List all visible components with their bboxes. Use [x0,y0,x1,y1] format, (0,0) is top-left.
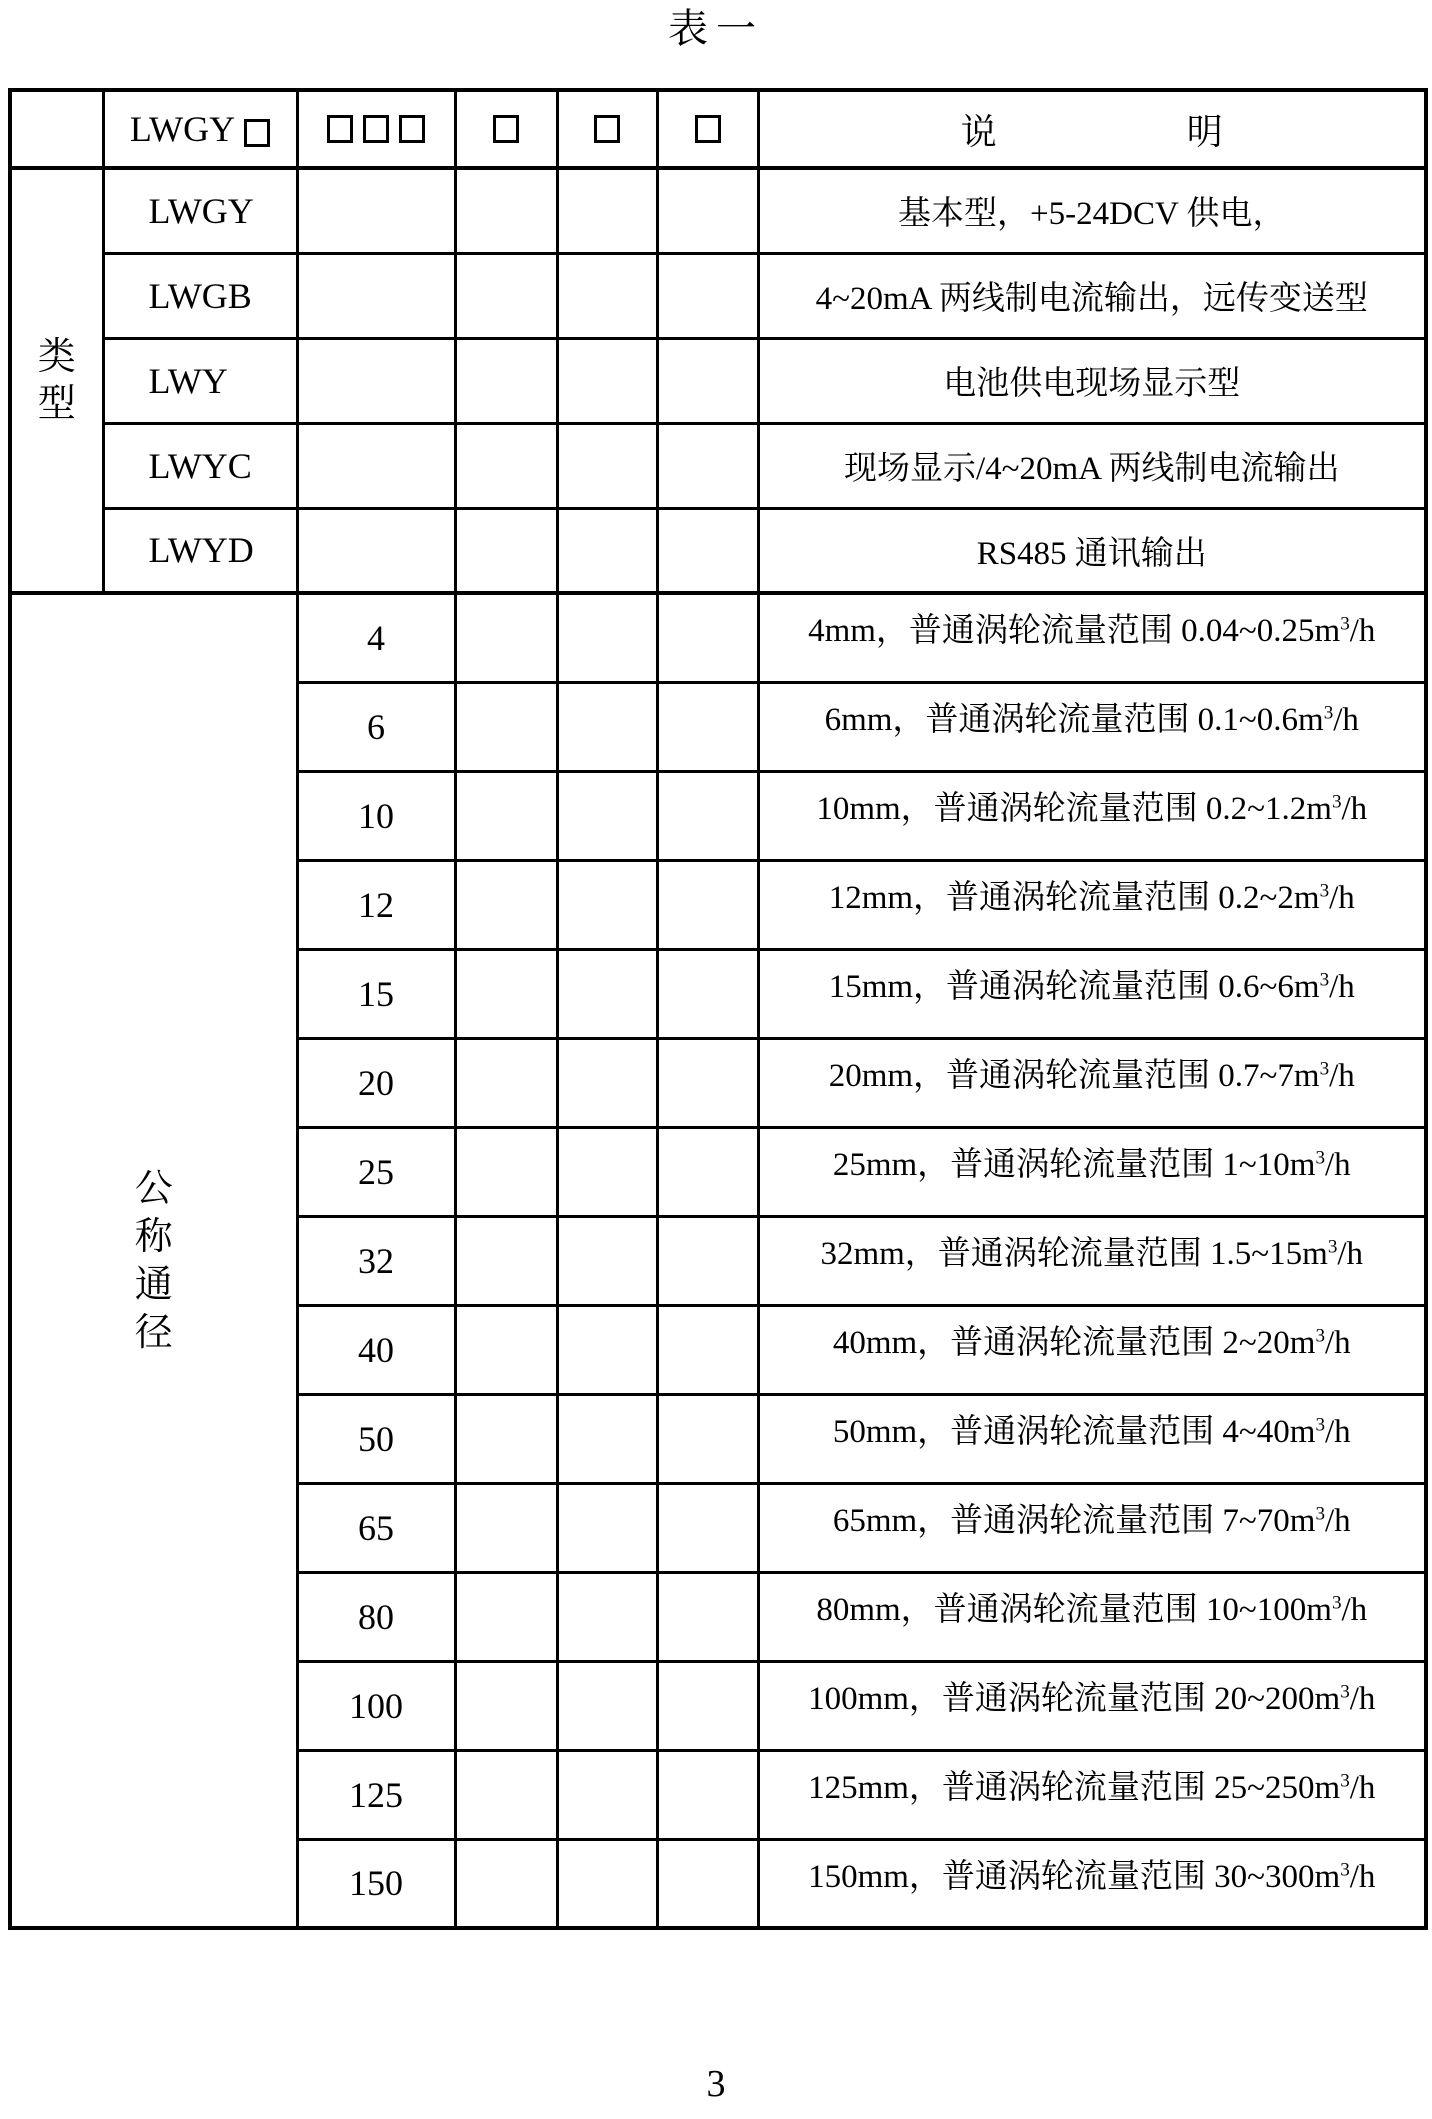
blank-cell [557,1305,657,1394]
model-cell-lwyc: LWYC [103,423,297,508]
type-row-lwy [10,338,1426,423]
blank-cell [557,338,657,423]
nominal-diameter-label: 公称通径 [134,1167,173,1354]
desc-cell-lwgb: 4~20mA 两线制电流输出，远传变送型 [758,253,1426,338]
desc-cell-125: 125mm，普通涡轮流量范围 $25\sim 250m^3/h$ [758,1750,1426,1839]
size-cell-15: 15 [297,949,455,1038]
blank-cell [455,1216,557,1305]
desc-cell-25: 25mm，普通涡轮流量范围 $1\sim 10m^3/h$ [758,1127,1426,1216]
table-header-row [10,90,1426,168]
desc-cell-40: 40mm，普通涡轮流量范围 $2\sim 20m^3/h$ [758,1305,1426,1394]
size-cell-40: 40 [297,1305,455,1394]
blank-cell [657,771,758,860]
blank-cell [557,860,657,949]
size-cell-65: 65 [297,1483,455,1572]
blank-code-box-icon [493,115,519,143]
blank-cell [455,1127,557,1216]
blank-cell [455,508,557,593]
corner-empty-cell [10,90,103,168]
description-header-cell [758,90,1426,168]
size-cell-125: 125 [297,1750,455,1839]
blank-code-box-icon [695,115,721,143]
blank-cell [455,1394,557,1483]
blank-cell [657,1483,758,1572]
blank-cell [657,1750,758,1839]
page-number: 3 [706,2063,726,2105]
blank-cell [657,682,758,771]
blank-cell [657,253,758,338]
option-code-box-cell-1 [455,90,557,168]
desc-cell-150: 150mm，普通涡轮流量范围 $30\sim 300m^3/h$ [758,1839,1426,1928]
description-header-label [760,104,1425,155]
blank-cell [557,1038,657,1127]
size-cell-32: 32 [297,1216,455,1305]
desc-cell-10: 10mm，普通涡轮流量范围 $0.2\sim 1.2m^3/h$ [758,771,1426,860]
blank-cell [455,1305,557,1394]
blank-cell [297,423,455,508]
blank-cell [557,1127,657,1216]
blank-cell [657,1216,758,1305]
blank-cell [455,423,557,508]
desc-cell-65: 65mm，普通涡轮流量范围 $7\sim 70m^3/h$ [758,1483,1426,1572]
blank-cell [297,338,455,423]
blank-cell [557,168,657,253]
type-section-label-cell [10,168,103,593]
type-row-lwgy [10,168,1426,253]
type-section-label: 类型 [37,335,76,425]
description-header-char: 明 [1186,111,1223,152]
model-selection-table [8,88,1428,1930]
model-cell-lwgy: LWGY [103,168,297,253]
blank-cell [557,423,657,508]
blank-cell [557,1483,657,1572]
blank-cell [657,1038,758,1127]
option-code-box-cell-3 [657,90,758,168]
blank-cell [557,1216,657,1305]
nominal-diameter-label-cell [10,593,297,1928]
blank-code-box-icon [327,115,353,143]
blank-cell [297,168,455,253]
model-cell-lwy: LWY [103,338,297,423]
size-cell-50: 50 [297,1394,455,1483]
type-row-lwyc [10,423,1426,508]
model-prefix-header-cell [103,90,297,168]
blank-cell [557,949,657,1038]
size-cell-150: 150 [297,1839,455,1928]
option-code-box-cell-2 [557,90,657,168]
size-cell-12: 12 [297,860,455,949]
blank-cell [657,1127,758,1216]
blank-cell [557,771,657,860]
blank-cell [557,682,657,771]
blank-cell [657,860,758,949]
size-cell-80: 80 [297,1572,455,1661]
blank-cell [455,949,557,1038]
blank-cell [657,1394,758,1483]
model-cell-lwyd: LWYD [103,508,297,593]
desc-cell-50: 50mm，普通涡轮流量范围 $4\sim 40m^3/h$ [758,1394,1426,1483]
size-cell-4: 4 [297,593,455,682]
blank-cell [455,1483,557,1572]
blank-code-box-icon [244,119,270,147]
blank-cell [455,1572,557,1661]
blank-cell [455,168,557,253]
page-title: 表一 [668,6,764,51]
blank-cell [557,1750,657,1839]
blank-cell [297,508,455,593]
desc-cell-lwgy: 基本型，+5-24DCV 供电， [758,168,1426,253]
blank-cell [455,253,557,338]
model-code-box [235,109,270,149]
desc-cell-32: 32mm，普通涡轮流量范围 $1.5\sim 15m^3/h$ [758,1216,1426,1305]
size-cell-25: 25 [297,1127,455,1216]
blank-cell [557,593,657,682]
desc-cell-6: 6mm，普通涡轮流量范围 $0.1\sim 0.6m^3/h$ [758,682,1426,771]
blank-cell [657,168,758,253]
desc-cell-20: 20mm，普通涡轮流量范围 $0.7\sim 7m^3/h$ [758,1038,1426,1127]
blank-cell [557,253,657,338]
blank-cell [557,508,657,593]
blank-cell [657,949,758,1038]
blank-cell [657,1305,758,1394]
desc-cell-4: 4mm，普通涡轮流量范围 $0.04\sim 0.25m^3/h$ [758,593,1426,682]
blank-cell [455,1839,557,1928]
size-cell-10: 10 [297,771,455,860]
size-row-4 [10,593,1426,682]
model-prefix-label: LWGY [129,109,236,149]
blank-cell [297,253,455,338]
size-cell-6: 6 [297,682,455,771]
description-header-char: 说 [960,111,997,152]
desc-cell-80: 80mm，普通涡轮流量范围 $10\sim 100m^3/h$ [758,1572,1426,1661]
size-cell-100: 100 [297,1661,455,1750]
blank-cell [657,1661,758,1750]
size-cell-20: 20 [297,1038,455,1127]
desc-cell-lwyd: RS485 通讯输出 [758,508,1426,593]
blank-cell [657,338,758,423]
blank-cell [455,338,557,423]
desc-cell-12: 12mm，普通涡轮流量范围 $0.2\sim 2m^3/h$ [758,860,1426,949]
blank-cell [455,771,557,860]
blank-cell [455,1038,557,1127]
blank-cell [657,508,758,593]
blank-cell [557,1572,657,1661]
blank-cell [455,593,557,682]
desc-cell-100: 100mm，普通涡轮流量范围 $20\sim 200m^3/h$ [758,1661,1426,1750]
blank-code-box-icon [363,115,389,143]
type-row-lwgb [10,253,1426,338]
blank-cell [455,860,557,949]
blank-cell [557,1839,657,1928]
blank-cell [657,1839,758,1928]
desc-cell-lwyc: 现场显示/4~20mA 两线制电流输出 [758,423,1426,508]
blank-code-box-icon [594,115,620,143]
model-cell-lwgb: LWGB [103,253,297,338]
blank-cell [557,1394,657,1483]
blank-cell [455,1661,557,1750]
desc-cell-15: 15mm，普通涡轮流量范围 $0.6\sim 6m^3/h$ [758,949,1426,1038]
blank-cell [455,682,557,771]
blank-cell [455,1750,557,1839]
blank-cell [657,1572,758,1661]
blank-code-box-icon [399,115,425,143]
blank-cell [557,1661,657,1750]
desc-cell-lwy: 电池供电现场显示型 [758,338,1426,423]
blank-cell [657,423,758,508]
blank-cell [657,593,758,682]
size-code-boxes-cell [297,90,455,168]
type-row-lwyd [10,508,1426,593]
